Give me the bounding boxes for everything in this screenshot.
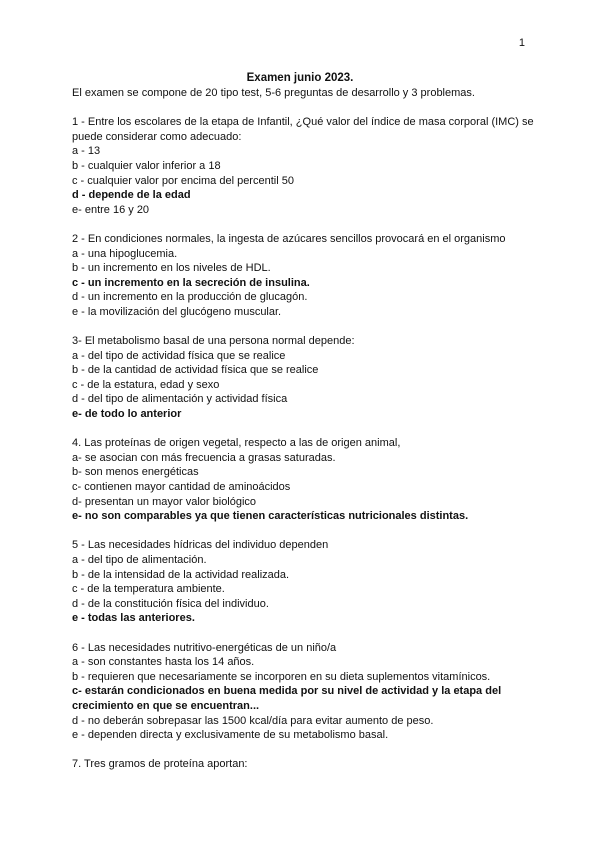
exam-intro: El examen se compone de 20 tipo test, 5-6 preguntas de desarrollo y 3 problemas. [72, 87, 475, 99]
q4-option-e-answer: e- no son comparables ya que tienen características nutricionales distintas. [72, 510, 469, 523]
q5-option-e-answer: e - todas las anteriores. [72, 612, 195, 625]
q6-option-d: d - no deberán sobrepasar las 1500 kcal/día para evitar aumento de peso. [72, 714, 434, 727]
q5-option-b: b - de la intensidad de la actividad realizada. [72, 568, 290, 581]
q3-option-e-answer: e- de todo lo anterior [72, 408, 182, 421]
q3-option-d: d - del tipo de alimentación y actividad física [72, 393, 288, 406]
q5-option-c: c - de la temperatura ambiente. [72, 583, 225, 596]
q2-option-e: e - la movilización del glucógeno muscular. [72, 305, 282, 318]
q4-option-c: c- contienen mayor cantidad de aminoácidos [72, 481, 291, 494]
q1-option-b: b - cualquier valor inferior a 18 [72, 159, 221, 172]
exam-content [72, 86, 542, 772]
question-6: 6 - Las necesidades nutritivo-energéticas de un niño/a [72, 641, 337, 654]
q6-option-b: b - requieren que necesariamente se incorporen en su dieta suplementos vitamínicos. [72, 670, 491, 683]
q1-option-a: a - 13 [72, 145, 101, 158]
q1-option-d-answer: d - depende de la edad [72, 189, 191, 202]
q5-option-a: a - del tipo de alimentación. [72, 554, 207, 566]
q6-option-a: a - son constantes hasta los 14 años. [72, 656, 255, 669]
q2-option-c-answer: c - un incremento en la secreción de insulina. [72, 276, 310, 289]
q1-option-c: c - cualquier valor por encima del percentil 50 [72, 174, 294, 187]
question-5: 5 - Las necesidades hídricas del individuo dependen [72, 539, 329, 552]
q2-option-d: d - un incremento en la producción de glucagón. [72, 291, 308, 304]
q3-option-a: a - del tipo de actividad física que se realice [72, 349, 286, 362]
q3-option-c: c - de la estatura, edad y sexo [72, 378, 220, 391]
q6-option-c-answer: c- estarán condicionados en buena medida por su nivel de actividad y la etapa del crecimiento en que se encuentran... [72, 685, 502, 712]
q4-option-a: a- se asocian con más frecuencia a grasas saturadas. [72, 451, 336, 464]
question-2: 2 - En condiciones normales, la ingesta de azúcares sencillos provocará en el organismo [72, 232, 506, 245]
page-number: 1 [518, 37, 525, 49]
q4-option-b: b- son menos energéticas [72, 466, 199, 479]
q4-option-d: d- presentan un mayor valor biológico [72, 495, 257, 508]
question-3: 3- El metabolismo basal de una persona normal depende: [72, 335, 355, 348]
q3-option-b: b - de la cantidad de actividad física que se realice [72, 364, 319, 377]
question-1: 1 - Entre los escolares de la etapa de Infantil, ¿Qué valor del índice de masa corporal (IMC) se puede considerar como adecuado: [72, 116, 534, 143]
exam-title: Examen junio 2023. [246, 72, 354, 84]
q5-option-d: d - de la constitución física del individuo. [72, 597, 269, 610]
q6-option-e: e - dependen directa y exclusivamente de su metabolismo basal. [72, 729, 389, 742]
q1-option-e: e- entre 16 y 20 [72, 203, 150, 216]
q2-option-b: b - un incremento en los niveles de HDL. [72, 262, 271, 275]
question-4: 4. Las proteínas de origen vegetal, respecto a las de origen animal, [72, 437, 401, 450]
question-7: 7. Tres gramos de proteína aportan: [72, 758, 248, 771]
q2-option-a: a - una hipoglucemia. [72, 247, 178, 260]
